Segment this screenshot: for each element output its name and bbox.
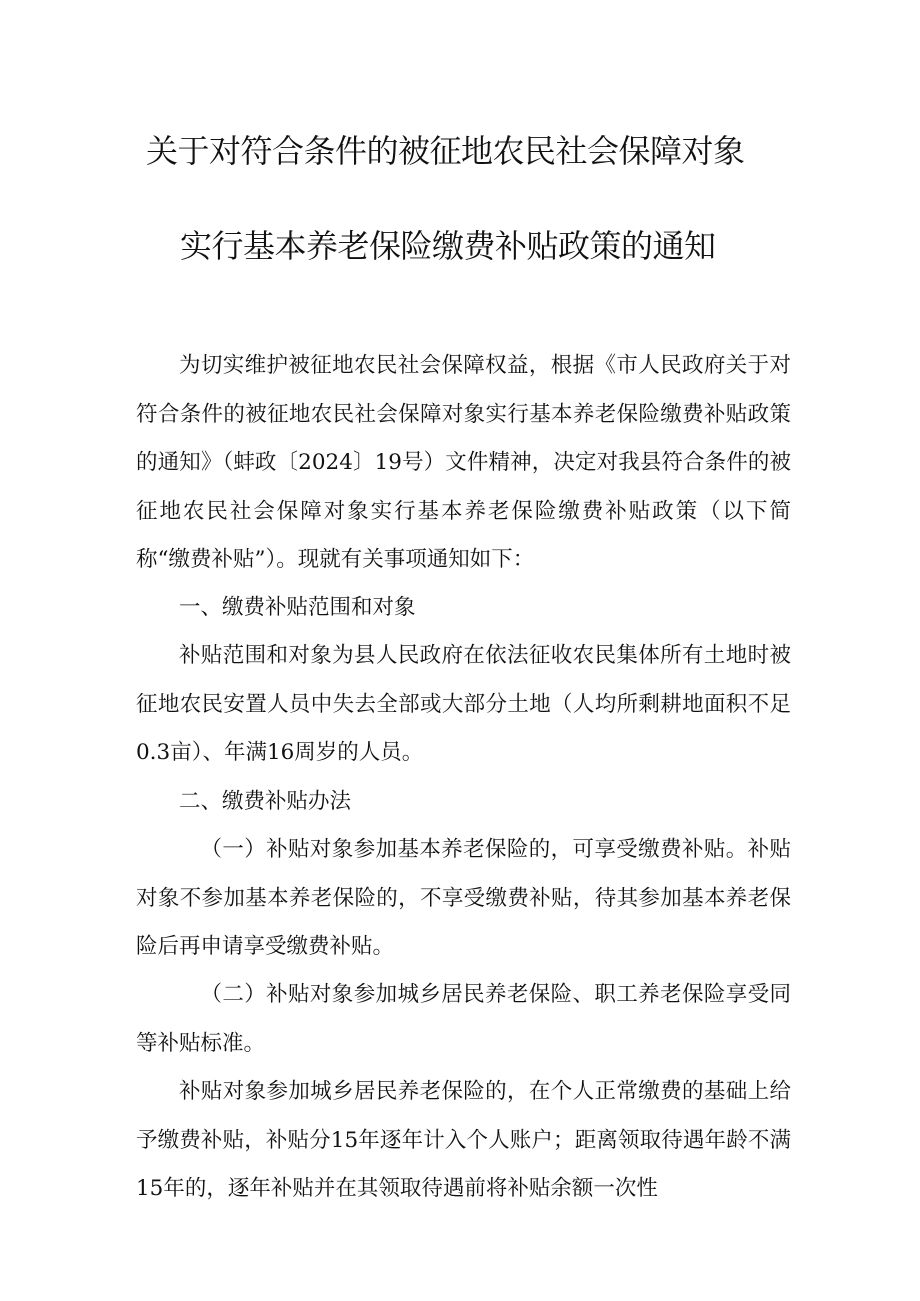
intro-paragraph: 为切实维护被征地农民社会保障权益，根据《市人民政府关于对符合条件的被征地农民社会保障对象实行基本养老保险缴费补贴政策的通知》（蚌政〔2024〕19号）文件精神，决定对我县符合条件的被征地农民社会保障对象实行基本养老保险缴费补贴政策（以下简称“缴费补贴”）。现就有关事项通知如下： [136,353,791,572]
section-2-heading: 二、缴费补贴办法 [179,789,352,814]
section-2-item-1: （一）补贴对象参加基本养老保险的，可享受缴费补贴。补贴对象不参加基本养老保险的，不享受缴费补贴，待其参加基本养老保险后再申请享受缴费补贴。 [136,837,791,959]
section-2-item-2-detail: 补贴对象参加城乡居民养老保险的，在个人正常缴费的基础上给予缴费补贴，补贴分15年逐年计入个人账户；距离领取待遇年龄不满15年的，逐年补贴并在其领取待遇前将补贴余额一次性 [136,1079,791,1201]
section-1-heading: 一、缴费补贴范围和对象 [179,595,416,620]
section-2-item-2: （二）补贴对象参加城乡居民养老保险、职工养老保险享受同等补贴标准。 [136,982,791,1056]
document-title-line-2: 实行基本养老保险缴费补贴政策的通知 [180,227,716,265]
section-1-body: 补贴范围和对象为县人民政府在依法征收农民集体所有土地时被征地农民安置人员中失去全部或大部分土地（人均所剩耕地面积不足0.3亩）、年满16周岁的人员。 [136,643,791,765]
document-title-line-1: 关于对符合条件的被征地农民社会保障对象 [146,132,745,170]
